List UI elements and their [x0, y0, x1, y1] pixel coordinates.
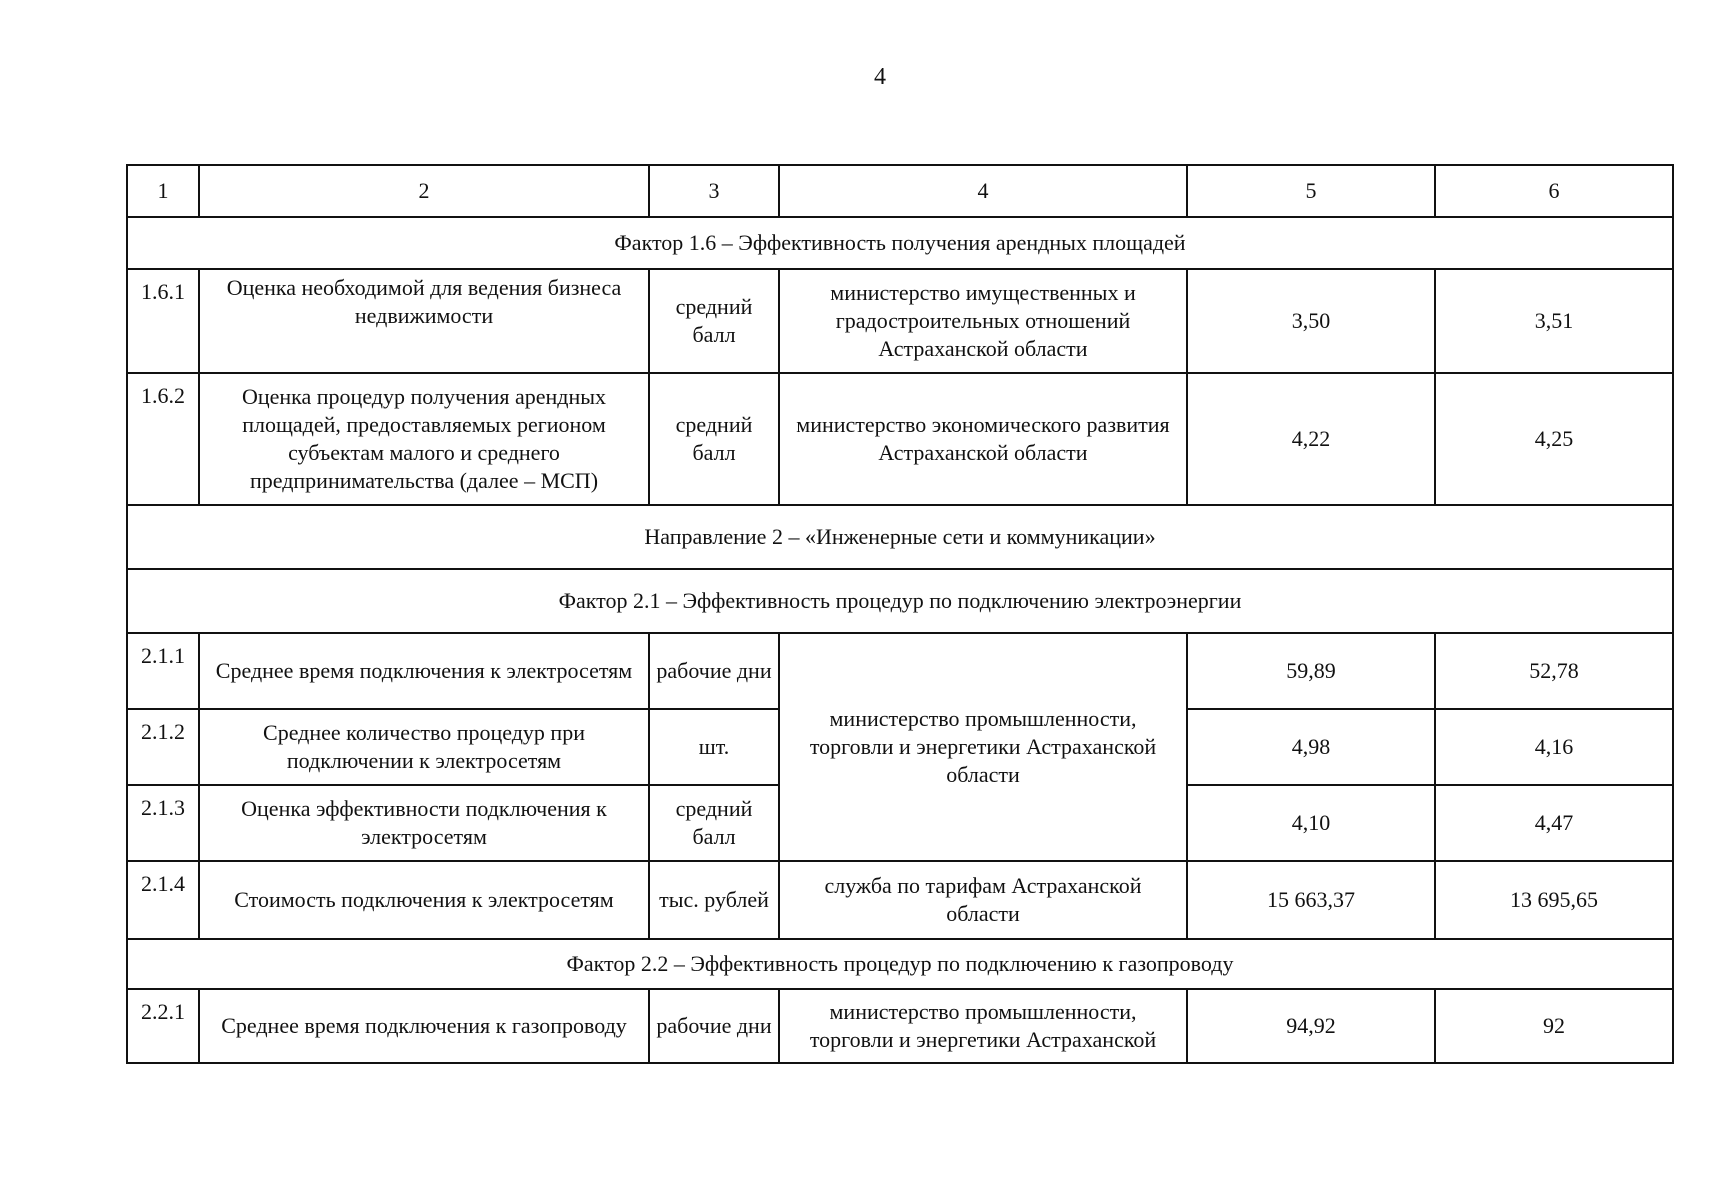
column-header: 3	[649, 165, 779, 217]
responsible-cell: министерство экономического развития Астраханской области	[779, 373, 1187, 505]
column-header: 5	[1187, 165, 1435, 217]
value-col6: 4,47	[1435, 785, 1673, 861]
value-col6: 13 695,65	[1435, 861, 1673, 939]
row-number: 2.1.4	[127, 861, 199, 939]
table-row	[127, 861, 1673, 939]
unit-cell: рабочие дни	[649, 633, 779, 709]
column-header: 4	[779, 165, 1187, 217]
row-number: 2.1.2	[127, 709, 199, 785]
row-number: 2.2.1	[127, 989, 199, 1063]
table-row	[127, 269, 1673, 373]
responsible-cell: министерство промышленности, торговли и энергетики Астраханской области	[779, 633, 1187, 861]
table-row	[127, 633, 1673, 709]
unit-cell: средний балл	[649, 269, 779, 373]
factor-title: Фактор 2.2 – Эффективность процедур по подключению к газопроводу	[127, 939, 1673, 989]
value-col6: 4,16	[1435, 709, 1673, 785]
column-header: 2	[199, 165, 649, 217]
value-col5: 15 663,37	[1187, 861, 1435, 939]
page-number: 4	[874, 64, 886, 90]
value-col5: 59,89	[1187, 633, 1435, 709]
unit-cell: шт.	[649, 709, 779, 785]
section-row	[127, 939, 1673, 989]
value-col6: 4,25	[1435, 373, 1673, 505]
indicator-name: Оценка необходимой для ведения бизнеса недвижимости	[199, 269, 649, 373]
table-header-row	[127, 165, 1673, 217]
row-number: 2.1.3	[127, 785, 199, 861]
indicator-name: Среднее время подключения к электросетям	[199, 633, 649, 709]
direction-title: Направление 2 – «Инженерные сети и коммуникации»	[127, 505, 1673, 569]
value-col5: 4,98	[1187, 709, 1435, 785]
table-row	[127, 989, 1673, 1063]
unit-cell: рабочие дни	[649, 989, 779, 1063]
value-col5: 4,10	[1187, 785, 1435, 861]
indicator-name: Оценка процедур получения арендных площадей, предоставляемых регионом субъектам малого и среднего предпринимательства (далее – МСП)	[199, 373, 649, 505]
value-col6: 3,51	[1435, 269, 1673, 373]
section-row	[127, 505, 1673, 569]
unit-cell: тыс. рублей	[649, 861, 779, 939]
value-col6: 92	[1435, 989, 1673, 1063]
value-col5: 4,22	[1187, 373, 1435, 505]
section-row	[127, 217, 1673, 269]
table-row	[127, 373, 1673, 505]
row-number: 1.6.1	[127, 269, 199, 373]
responsible-cell: служба по тарифам Астраханской области	[779, 861, 1187, 939]
responsible-cell: министерство имущественных и градостроительных отношений Астраханской области	[779, 269, 1187, 373]
value-col5: 94,92	[1187, 989, 1435, 1063]
indicator-name: Оценка эффективности подключения к электросетям	[199, 785, 649, 861]
factor-title: Фактор 2.1 – Эффективность процедур по подключению электроэнергии	[127, 569, 1673, 633]
column-header: 6	[1435, 165, 1673, 217]
column-header: 1	[127, 165, 199, 217]
unit-cell: средний балл	[649, 785, 779, 861]
row-number: 2.1.1	[127, 633, 199, 709]
section-row	[127, 569, 1673, 633]
factor-title: Фактор 1.6 – Эффективность получения арендных площадей	[127, 217, 1673, 269]
responsible-cell: министерство промышленности, торговли и энергетики Астраханской	[779, 989, 1187, 1063]
value-col5: 3,50	[1187, 269, 1435, 373]
value-col6: 52,78	[1435, 633, 1673, 709]
indicators-table	[126, 164, 1674, 1064]
row-number: 1.6.2	[127, 373, 199, 505]
unit-cell: средний балл	[649, 373, 779, 505]
indicator-name: Среднее время подключения к газопроводу	[199, 989, 649, 1063]
indicator-name: Стоимость подключения к электросетям	[199, 861, 649, 939]
indicator-name: Среднее количество процедур при подключении к электросетям	[199, 709, 649, 785]
